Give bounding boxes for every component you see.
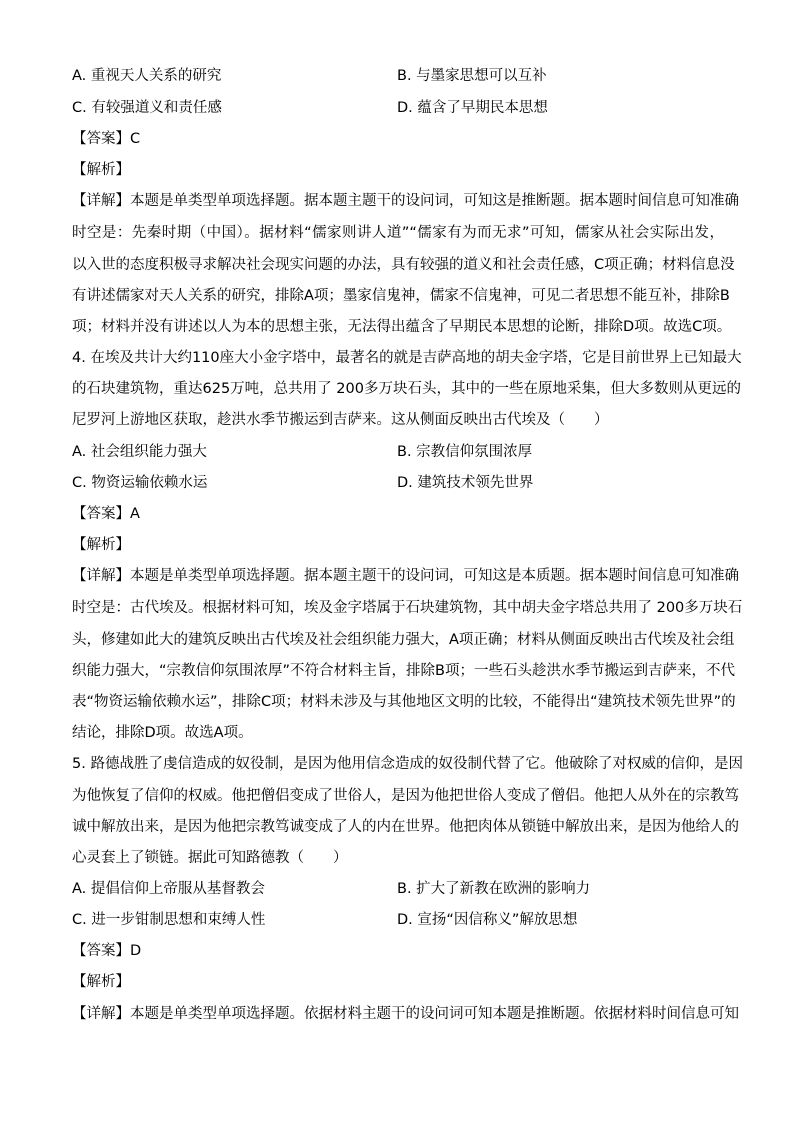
q5-answer: 【答案】D — [72, 943, 142, 959]
q4-option-d: D. 建筑技术领先世界 — [397, 475, 534, 491]
q4-stem-line: 尼罗河上游地区获取，趁洪水季节搬运到吉萨来。这从侧面反映出古代埃及（ ） — [72, 412, 609, 428]
q3-option-d: D. 蕴含了早期民本思想 — [397, 100, 548, 116]
q5-detail-line: 【详解】本题是单类型单项选择题。依据材料主题干的设问词可知本题是推断题。依据材料时间信息可知 — [72, 1006, 739, 1022]
q3-detail-line: 【详解】本题是单类型单项选择题。据本题主题干的设问词，可知这是推断题。据本题时间信息可知准确 — [72, 193, 739, 209]
q5-option-c: C. 进一步钳制思想和束缚人性 — [72, 912, 266, 928]
q3-detail-line: 有讲述儒家对天人关系的研究，排除A项；墨家信鬼神，儒家不信鬼神，可见二者思想不能互补，排除B — [72, 288, 730, 304]
q4-option-a: A. 社会组织能力强大 — [72, 444, 207, 460]
q3-analysis-heading: 【解析】 — [72, 162, 130, 178]
q5-option-d: D. 宣扬“因信称义”解放思想 — [397, 912, 578, 928]
q5-stem-line: 5. 路德战胜了虔信造成的奴役制，是因为他用信念造成的奴役制代替了它。他破除了对权威的信仰，是因 — [72, 756, 743, 772]
q4-detail-line: 时空是：古代埃及。根据材料可知，埃及金字塔属于石块建筑物，其中胡夫金字塔总共用了 200多万块石 — [72, 600, 743, 616]
q4-detail-line: 表“物资运输依赖水运”，排除C项；材料未涉及与其他地区文明的比较，不能得出“建筑技术领先世界”的 — [72, 694, 736, 710]
q5-stem-line: 为他恢复了信仰的权威。他把僧侣变成了世俗人，是因为他把世俗人变成了僧侣。他把人从外在的宗教笃 — [72, 788, 739, 804]
q4-answer: 【答案】A — [72, 506, 140, 522]
q4-detail-line: 【详解】本题是单类型单项选择题。据本题主题干的设问词，可知这是本质题。据本题时间信息可知准确 — [72, 568, 739, 584]
q3-option-a: A. 重视天人关系的研究 — [72, 68, 222, 84]
q4-detail-line: 结论，排除D项。故选A项。 — [72, 725, 253, 741]
q3-option-b: B. 与墨家思想可以互补 — [397, 68, 547, 84]
q4-detail-line: 织能力强大，“宗教信仰氛围浓厚”不符合材料主旨，排除B项；一些石头趁洪水季节搬运到吉萨来，不代 — [72, 663, 735, 679]
q4-stem-line: 4. 在埃及共计大约110座大小金字塔中，最著名的就是吉萨高地的胡夫金字塔，它是目前世界上已知最大 — [72, 350, 742, 366]
q3-detail-line: 项；材料并没有讲述以人为本的思想主张，无法得出蕴含了早期民本思想的论断，排除D项。故选C项。 — [72, 319, 732, 335]
q4-detail-line: 头，修建如此大的建筑反映出古代埃及社会组织能力强大，A项正确；材料从侧面反映出古代埃及社会组 — [72, 632, 735, 648]
q3-detail-line: 以入世的态度积极寻求解决社会现实问题的办法，具有较强的道义和社会责任感，C项正确；材料信息没 — [72, 257, 735, 273]
q5-analysis-heading: 【解析】 — [72, 974, 130, 990]
q5-stem-line: 心灵套上了锁链。据此可知路德教（ ） — [72, 850, 348, 866]
q5-stem-line: 诚中解放出来，是因为他把宗教笃诚变成了人的内在世界。他把肉体从锁链中解放出来，是因为他给人的 — [72, 819, 739, 835]
q3-answer: 【答案】C — [72, 131, 141, 147]
q5-option-b: B. 扩大了新教在欧洲的影响力 — [397, 881, 591, 897]
q3-option-c: C. 有较强道义和责任感 — [72, 100, 222, 116]
q3-detail-line: 时空是：先秦时期（中国）。据材料“儒家则讲人道”“儒家有为而无求”可知，儒家从社会实际出发， — [72, 225, 724, 241]
q4-stem-line: 的石块建筑物，重达625万吨，总共用了 200多万块石头，其中的一些在原地采集，但大多数则从更远的 — [72, 381, 741, 397]
q4-option-b: B. 宗教信仰氛围浓厚 — [397, 444, 533, 460]
q5-option-a: A. 提倡信仰上帝服从基督教会 — [72, 881, 265, 897]
q4-option-c: C. 物资运输依赖水运 — [72, 475, 208, 491]
q4-analysis-heading: 【解析】 — [72, 537, 130, 553]
